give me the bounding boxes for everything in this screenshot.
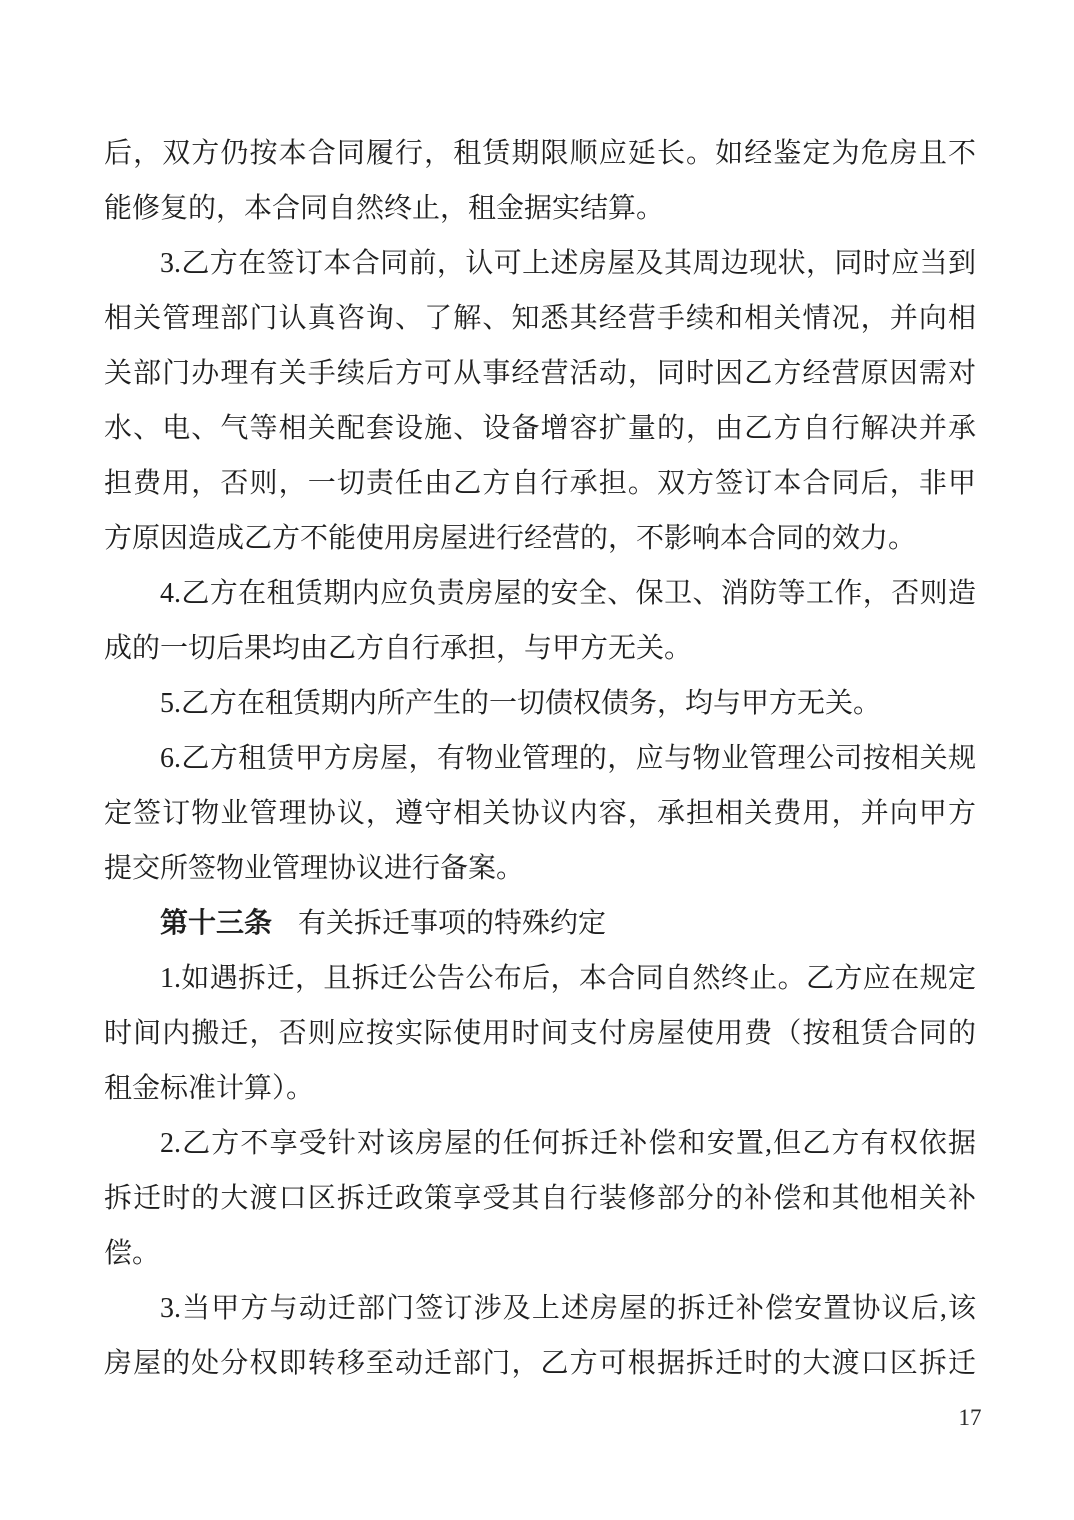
text-line: 房屋的处分权即转移至动迁部门，乙方可根据拆迁时的大渡口区拆迁 (104, 1348, 976, 1379)
text-line: 担费用，否则，一切责任由乙方自行承担。双方签订本合同后，非甲 (104, 468, 976, 499)
text-line: 成的一切后果均由乙方自行承担，与甲方无关。 (104, 633, 693, 664)
text-line: 3.当甲方与动迁部门签订涉及上述房屋的拆迁补偿安置协议后,该 (160, 1293, 976, 1324)
text-line: 关部门办理有关手续后方可从事经营活动，同时因乙方经营原因需对 (104, 358, 976, 389)
text-line: 能修复的，本合同自然终止，租金据实结算。 (104, 193, 665, 224)
text-line: 相关管理部门认真咨询、了解、知悉其经营手续和相关情况，并向相 (104, 303, 976, 334)
text-line: 时间内搬迁，否则应按实际使用时间支付房屋使用费（按租赁合同的 (104, 1018, 976, 1049)
text-line: 方原因造成乙方不能使用房屋进行经营的，不影响本合同的效力。 (104, 523, 917, 554)
text-line: 拆迁时的大渡口区拆迁政策享受其自行装修部分的补偿和其他相关补 (104, 1183, 976, 1214)
text-line: 租金标准计算）。 (104, 1073, 315, 1104)
contract-text (104, 126, 976, 1391)
text-line: 1.如遇拆迁，且拆迁公告公布后，本合同自然终止。乙方应在规定 (160, 963, 976, 994)
text-line: 定签订物业管理协议，遵守相关协议内容，承担相关费用，并向甲方 (104, 798, 976, 829)
page-number: 17 (958, 1405, 982, 1430)
text-line: 5.乙方在租赁期内所产生的一切债权债务，均与甲方无关。 (160, 688, 882, 719)
text-line: 4.乙方在租赁期内应负责房屋的安全、保卫、消防等工作，否则造 (160, 578, 976, 609)
section-heading (104, 896, 976, 951)
section-heading-title: 有关拆迁事项的特殊约定 (298, 908, 607, 939)
text-line: 水、电、气等相关配套设施、设备增容扩量的，由乙方自行解决并承 (104, 413, 976, 444)
text-line: 提交所签物业管理协议进行备案。 (104, 853, 525, 884)
text-line: 2.乙方不享受针对该房屋的任何拆迁补偿和安置,但乙方有权依据 (160, 1128, 976, 1159)
text-line: 后，双方仍按本合同履行，租赁期限顺应延长。如经鉴定为危房且不 (104, 138, 976, 169)
section-heading-number: 第十三条 (160, 908, 273, 939)
text-line: 6.乙方租赁甲方房屋，有物业管理的，应与物业管理公司按相关规 (160, 743, 976, 774)
text-line: 偿。 (104, 1238, 161, 1269)
text-line: 3.乙方在签订本合同前，认可上述房屋及其周边现状，同时应当到 (160, 248, 976, 279)
